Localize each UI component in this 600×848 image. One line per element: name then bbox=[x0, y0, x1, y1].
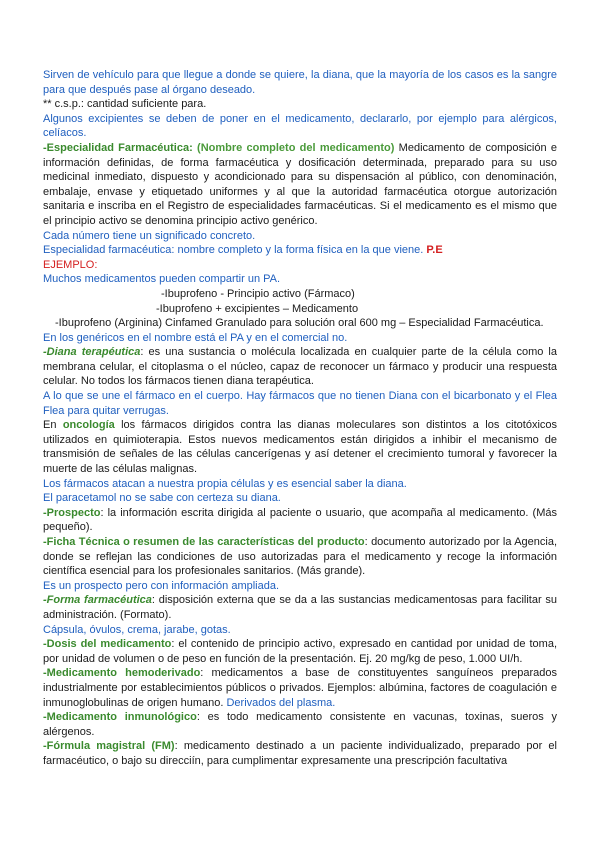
csp-note: ** c.s.p.: cantidad suficiente para. bbox=[43, 98, 207, 111]
forma-examples: Cápsula, óvulos, crema, jarabe, gotas. bbox=[43, 623, 231, 636]
hemoderivado-term: -Medicamento hemoderivado bbox=[43, 667, 201, 680]
prospecto-term: -Prospecto bbox=[43, 506, 101, 519]
example-line-1: -Ibuprofeno - Principio activo (Fármaco) bbox=[161, 287, 355, 300]
diana-text: : es una sustancia o molécula localizada en cualquier parte de la célula como la membrana celular, el citoplasma o el núcleo, capaz de reconocer un fármaco y producir una respuesta celular. No todos los fármacos tienen diana terapéutica. bbox=[43, 346, 557, 388]
excipients-note: Algunos excipientes se deben de poner en el medicamento, declararlo, por ejemplo para alérgicos, celíacos. bbox=[43, 112, 557, 140]
example-line-2: -Ibuprofeno + excipientes – Medicamento bbox=[156, 302, 359, 315]
number-meaning-note: Cada número tiene un significado concreto. bbox=[43, 229, 256, 242]
forma-term: -Forma farmacéutica bbox=[43, 594, 152, 607]
oncologia-paragraph bbox=[43, 418, 557, 476]
hemoderivado-note: Derivados del plasma. bbox=[226, 696, 336, 709]
forma-definition bbox=[43, 593, 557, 622]
vehicle-note: Sirven de vehículo para que llegue a donde se quiere, la diana, que la mayoría de los casos es la sangre para que después pase al órgano deseado. bbox=[43, 69, 557, 96]
inmunologico-definition bbox=[43, 710, 557, 739]
shared-pa-note: Muchos medicamentos pueden compartir un PA. bbox=[43, 273, 281, 286]
pe-label: P.E bbox=[426, 244, 443, 257]
formula-definition bbox=[43, 739, 557, 768]
especialidad-term: -Especialidad Farmacéutica: bbox=[43, 141, 193, 154]
inmunologico-text: : es todo medicamento consistente en vacunas, toxinas, sueros y alérgenos. bbox=[43, 711, 557, 738]
example-heading: EJEMPLO: bbox=[43, 258, 98, 271]
ficha-definition bbox=[43, 535, 557, 579]
oncologia-text: los fármacos dirigidos contra las dianas moleculares son distintos a los citotóxicos utilizados en quimioterapia. Estos nuevos medicamentos están dirigidos a inhibir el mecanismo de transmisión de señales de las células cancerígenas y así detener el crecimiento tumoral y favorecer la muerte de las células malignas. bbox=[43, 419, 558, 476]
diana-term: -Diana terapéutica bbox=[43, 346, 141, 359]
dosis-definition bbox=[43, 637, 557, 666]
example-line-3: -Ibuprofeno (Arginina) Cinfamed Granulado para solución oral 600 mg – Especialidad Farmacéutica. bbox=[55, 317, 544, 330]
ficha-note: Es un prospecto pero con información ampliada. bbox=[43, 579, 280, 592]
target-note-2: El paracetamol no se sabe con certeza su diana. bbox=[43, 492, 281, 505]
dosis-term: -Dosis del medicamento bbox=[43, 638, 172, 651]
especialidad-paren: (Nombre completo del medicamento) bbox=[197, 141, 395, 154]
oncologia-pre: En bbox=[43, 419, 57, 432]
inmunologico-term: -Medicamento inmunológico bbox=[43, 711, 197, 724]
dosis-text: : el contenido de principio activo, expresado en cantidad por unidad de toma, por unidad de volumen o de peso en función de la presentación. Ej. 20 mg/kg de peso, 1.000 UI/h. bbox=[43, 638, 557, 665]
oncologia-term: oncología bbox=[62, 419, 115, 432]
especialidad-text: Medicamento de composición e información definidas, de forma farmacéutica y dosificación determinada, preparado para su uso medicinal inmediato, dispuesto y acondicionado para su dispensación al público, con denominación, embalaje, envase y etiquetado uniformes y al que la autoridad farmacéutica otorgue autorización sanitaria e inscriba en el Registro de especialidades farmacéuticas. Si el medicamento es el mismo que el principio activo se denomina principio activo genérico. bbox=[43, 141, 557, 227]
especialidad-note bbox=[43, 243, 557, 258]
especialidad-note-text: Especialidad farmacéutica: nombre completo y la forma física en la que viene. bbox=[43, 244, 424, 257]
ficha-term: -Ficha Técnica o resumen de las características del producto bbox=[43, 536, 365, 548]
prospecto-text: : la información escrita dirigida al paciente o usuario, que acompaña al medicamento. (Más pequeño). bbox=[43, 506, 557, 534]
formula-text: : medicamento destinado a un paciente individualizado, preparado por el farmacéutico, o bajo su direcciín, para cumplimentar expresamente una prescripción facultativa bbox=[43, 740, 557, 767]
formula-term: -Fórmula magistral (FM) bbox=[43, 740, 175, 753]
forma-text: : disposición externa que se da a las sustancias medicamentosas para facilitar su administración. (Formato). bbox=[43, 594, 557, 621]
target-note-1: Los fármacos atacan a nuestra propia células y es esencial saber la diana. bbox=[43, 477, 407, 490]
diana-note: A lo que se une el fármaco en el cuerpo. Hay fármacos que no tienen Diana con el bicarbonato y el Flea Flea para quitar verrugas. bbox=[43, 390, 557, 417]
prospecto-definition bbox=[43, 506, 557, 535]
ficha-text: : documento autorizado por la Agencia, donde se reflejan las condiciones de uso autorizadas para el medicamento y recoge la información científica esencial para los profesionales sanitarios. (Más grande). bbox=[43, 536, 558, 578]
especialidad-definition bbox=[43, 141, 557, 229]
diana-definition bbox=[43, 345, 557, 389]
generic-note: En los genéricos en el nombre está el PA y en el comercial no. bbox=[43, 331, 348, 344]
hemoderivado-text: : medicamentos a base de constituyentes sanguíneos preparados industrialmente por establecimientos públicos o privados. Ejemplos: albúmina, factores de coagulación e inmunoglobulinas de origen humano. bbox=[43, 667, 557, 709]
hemoderivado-definition bbox=[43, 666, 557, 710]
